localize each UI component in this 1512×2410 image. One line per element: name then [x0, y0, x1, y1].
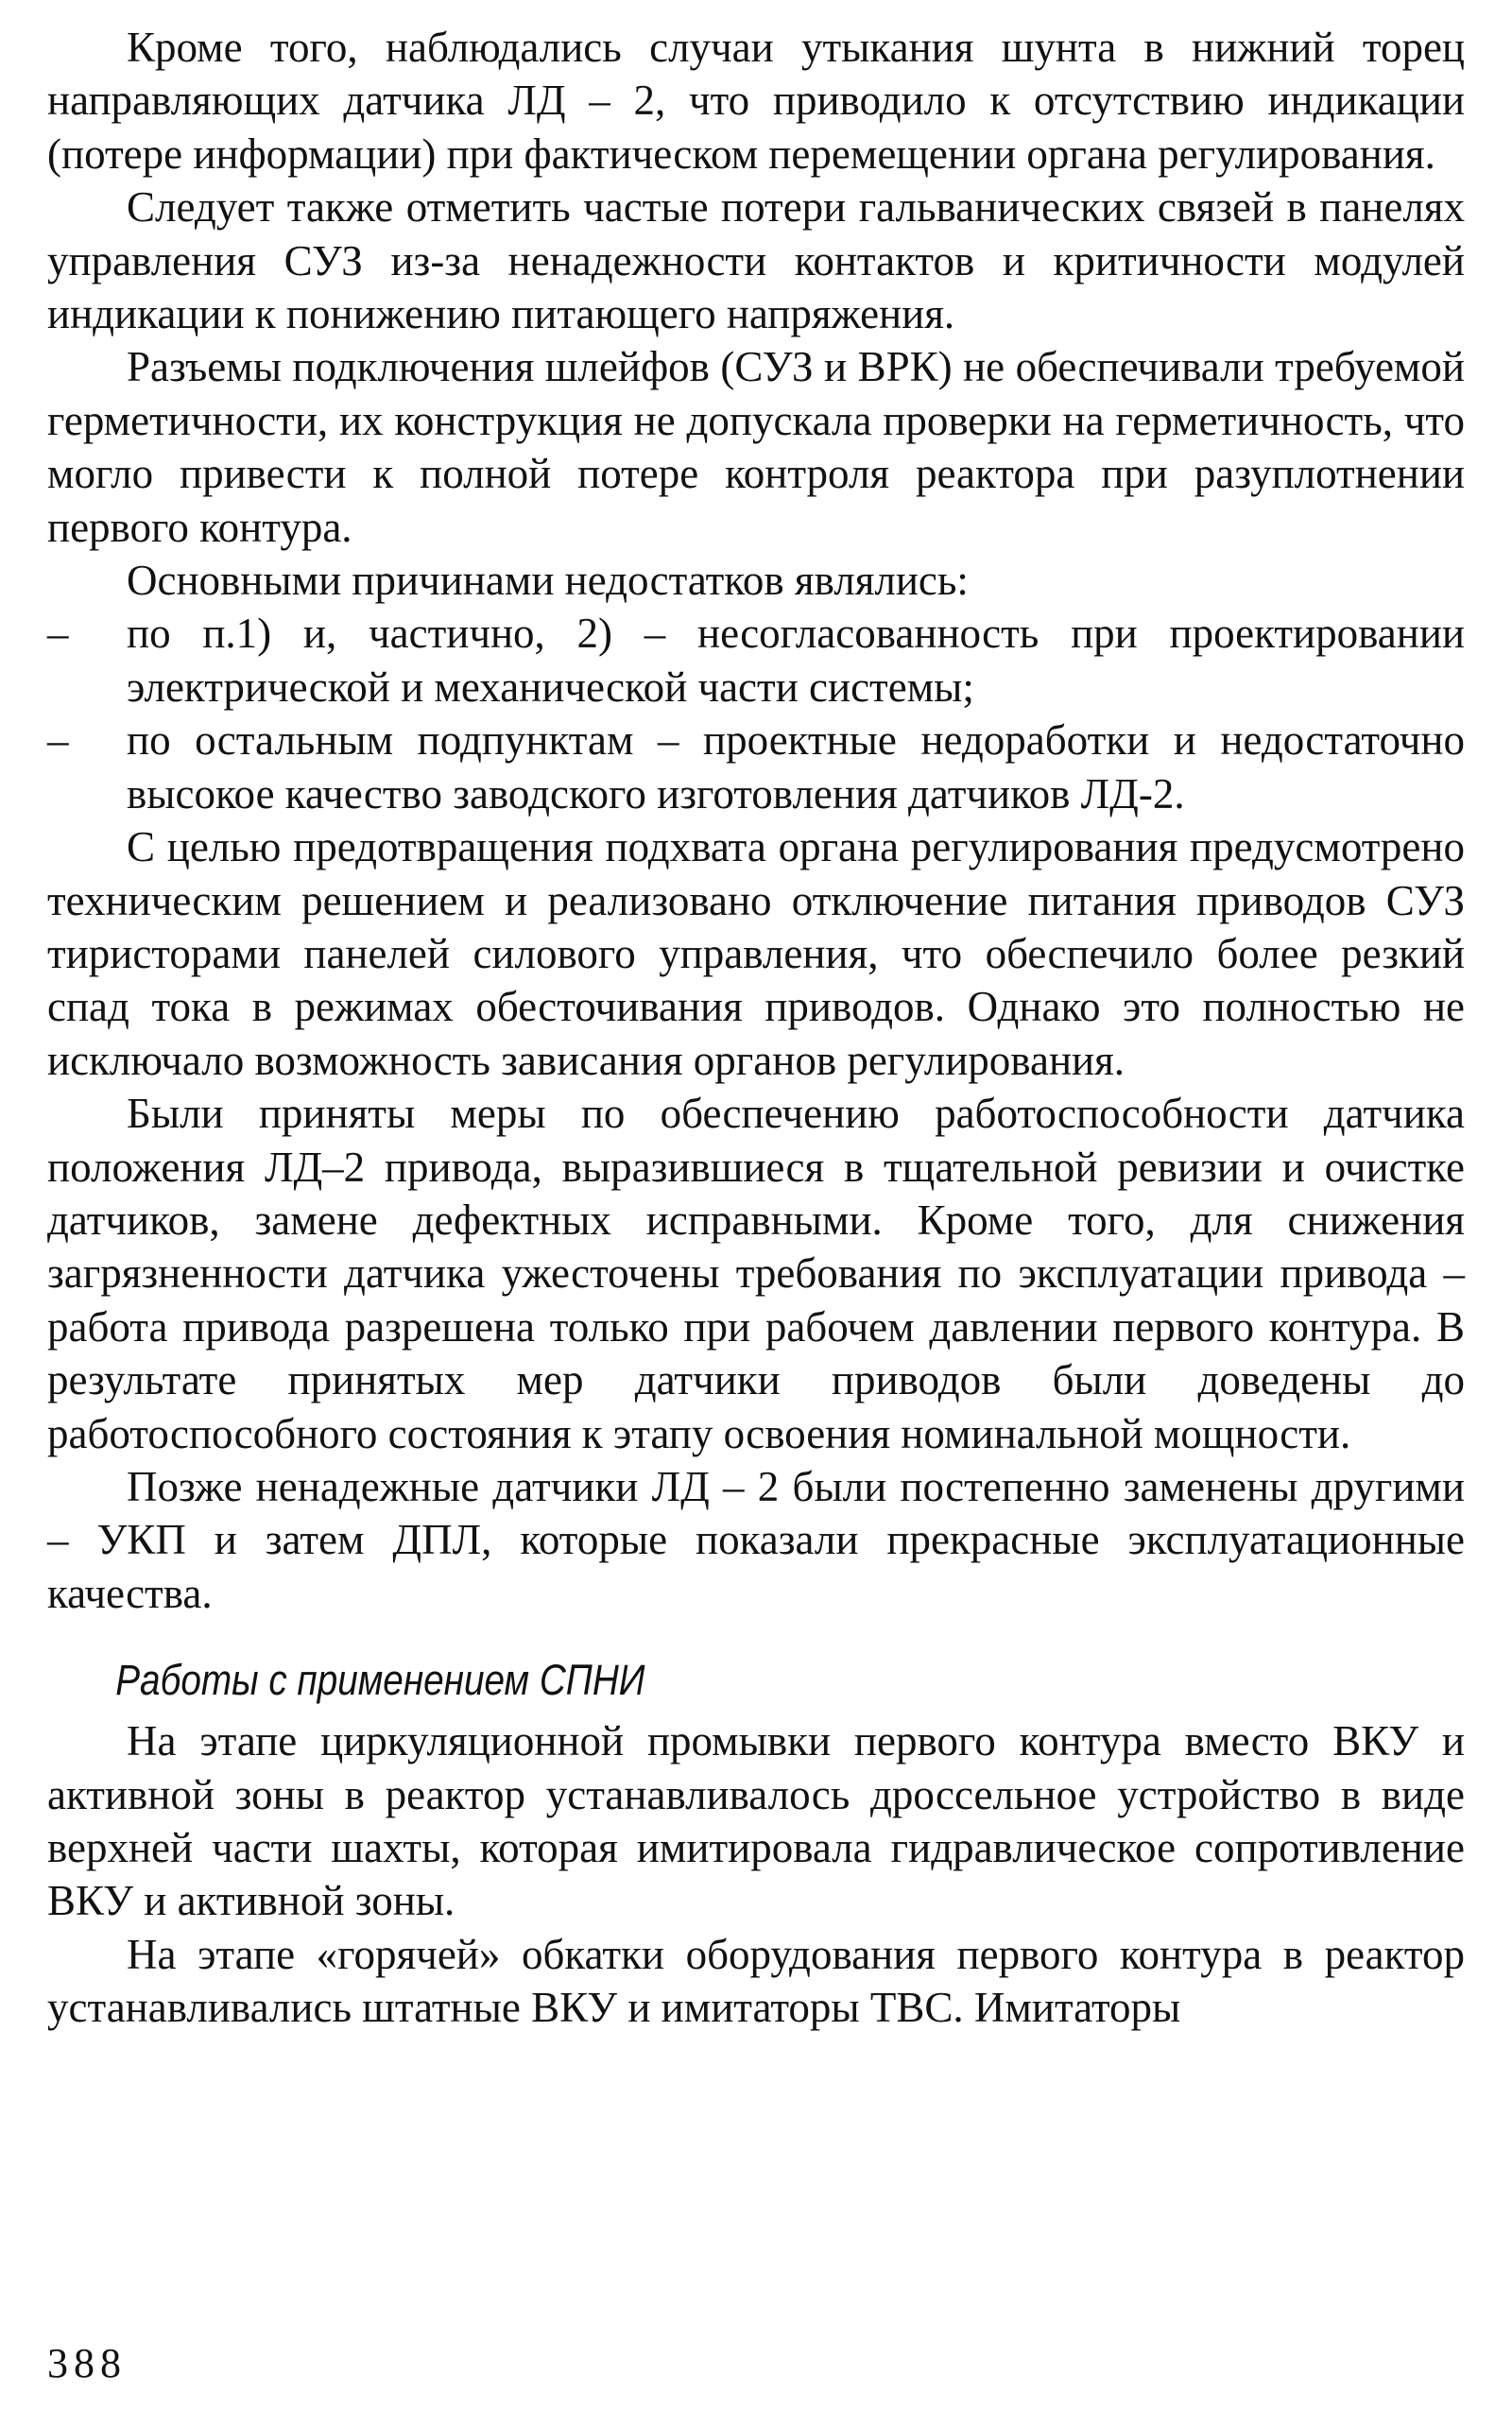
paragraph-galvanic: Следует также отметить частые потери гальванических связей в панелях управления СУЗ из-за ненадежности контактов и критичности модулей индикации к понижению питающего напряжения. [47, 183, 1465, 338]
paragraph-connectors: Разъемы подключения шлейфов (СУЗ и ВРК) не обеспечивали требуемой герметичности, их конструкция не допускала проверки на герметичность, что могло привести к полной потере контроля реактора при разуплотнении первого контура. [47, 343, 1465, 551]
paragraph-replacement: Позже ненадежные датчики ЛД – 2 были постепенно заменены другими – УКП и затем ДПЛ, которые показали прекрасные эксплуатационные качества. [47, 1462, 1465, 1617]
causes-list [47, 607, 1465, 820]
list-item-text: по остальным подпунктам – проектные недоработки и недостаточно высокое качество заводского изготовления датчиков ЛД-2. [127, 716, 1465, 818]
list-marker: – [47, 716, 69, 765]
paragraph-prevention: С целью предотвращения подхвата органа регулирования предусмотрено техническим решением и реализовано отключение питания приводов СУЗ тиристорами панелей силового управления, что обеспечило более резкий спад тока в режимах обесточивания приводов. Однако это полностью не исключало возможность зависания органов регулирования. [47, 823, 1465, 1084]
paragraph-measures: Были приняты меры по обеспечению работоспособности датчика положения ЛД–2 привода, выразившиеся в тщательной ревизии и очистке датчиков, замене дефектных исправными. Кроме того, для снижения загрязненности датчика ужесточены требования по эксплуатации привода – работа привода разрешена только при рабочем давлении первого контура. В результате принятых мер датчики приводов были доведены до работоспособного состояния к этапу освоения номинальной мощности. [47, 1090, 1465, 1457]
section-heading: Работы с применением СПНИ [115, 1656, 645, 1705]
list-item [47, 607, 1465, 714]
paragraph-flushing: На этапе циркуляционной промывки первого контура вместо ВКУ и активной зоны в реактор устанавливалось дроссельное устройство в виде верхней части шахты, которая имитировала гидравлическое сопротивление ВКУ и активной зоны. [47, 1717, 1465, 1925]
list-item-text: по п.1) и, частично, 2) – несогласованность при проектировании электрической и механической части системы; [127, 610, 1465, 711]
paragraph-hot-run: На этапе «горячей» обкатки оборудования первого контура в реактор устанавливались штатные ВКУ и имитаторы ТВС. Имитаторы [47, 1930, 1465, 2032]
list-item [47, 714, 1465, 820]
page-body [47, 21, 1465, 2035]
paragraph-causes-intro: Основными причинами недостатков являлись: [127, 557, 969, 605]
list-marker: – [47, 610, 69, 658]
page-number: 388 [47, 2340, 127, 2386]
paragraph-shunt: Кроме того, наблюдались случаи утыкания шунта в нижний торец направляющих датчика ЛД – 2, что приводило к отсутствию индикации (потере информации) при фактическом перемещении органа регулирования. [47, 24, 1465, 178]
